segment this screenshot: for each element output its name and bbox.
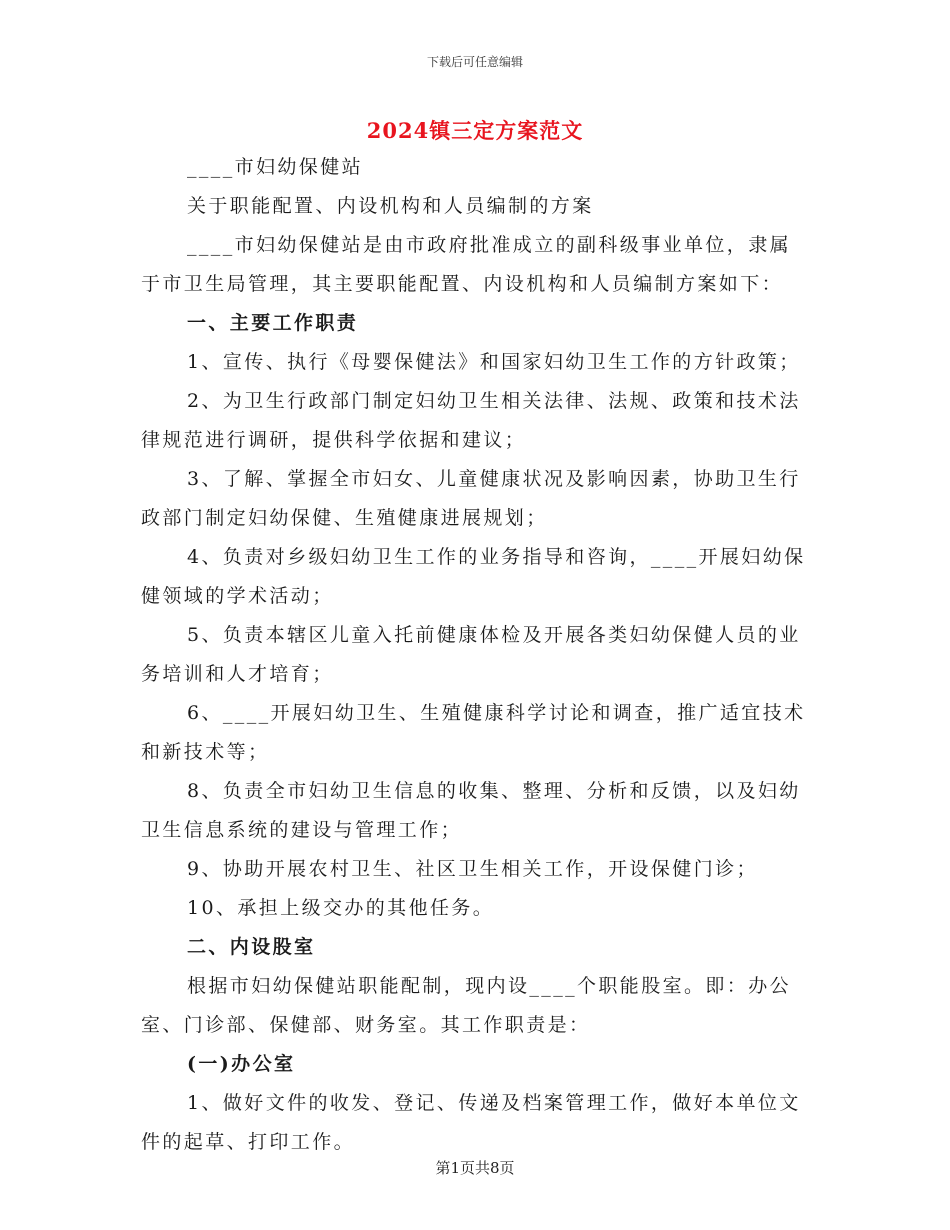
paragraph-8: 5、负责本辖区儿童入托前健康体检及开展各类妇幼保健人员的业务培训和人才培育； bbox=[141, 624, 801, 685]
section-heading-1: 一、主要工作职责 bbox=[187, 312, 359, 334]
paragraph-14: 根据市妇幼保健站职能配制，现内设____个职能股室。即：办公室、门诊部、保健部、财务室。其工作职责是： bbox=[141, 975, 792, 1036]
header-note: 下载后可任意编辑 bbox=[426, 55, 523, 69]
section-heading-2: 二、内设股室 bbox=[187, 936, 316, 958]
paragraph-1: 关于职能配置、内设机构和人员编制的方案 bbox=[187, 195, 594, 217]
document-body bbox=[141, 148, 807, 1162]
paragraph-9: 6、____开展妇幼卫生、生殖健康科学讨论和调查，推广适宜技术和新技术等； bbox=[141, 702, 806, 763]
paragraph-6: 3、了解、掌握全市妇女、儿童健康状况及影响因素，协助卫生行政部门制定妇幼保健、生殖健康进展规划； bbox=[141, 468, 801, 529]
paragraph-12: 10、承担上级交办的其他任务。 bbox=[187, 897, 495, 919]
paragraph-0: ____市妇幼保健站 bbox=[187, 156, 364, 178]
paragraph-7: 4、负责对乡级妇幼卫生工作的业务指导和咨询，____开展妇幼保健领域的学术活动； bbox=[141, 546, 806, 607]
paragraph-5: 2、为卫生行政部门制定妇幼卫生相关法律、法规、政策和技术法律规范进行调研，提供科学依据和建议； bbox=[141, 390, 801, 451]
document-title: 2024镇三定方案范文 bbox=[366, 118, 584, 143]
paragraph-10: 8、负责全市妇幼卫生信息的收集、整理、分析和反馈，以及妇幼卫生信息系统的建设与管理工作； bbox=[141, 780, 801, 841]
page-footer: 第1页共8页 bbox=[435, 1159, 515, 1177]
paragraph-16: 1、做好文件的收发、登记、传递及档案管理工作，做好本单位文件的起草、打印工作。 bbox=[141, 1092, 801, 1153]
paragraph-11: 9、协助开展农村卫生、社区卫生相关工作，开设保健门诊； bbox=[187, 858, 758, 880]
paragraph-2: ____市妇幼保健站是由市政府批准成立的副科级事业单位，隶属于市卫生局管理，其主要职能配置、内设机构和人员编制方案如下： bbox=[141, 234, 792, 295]
paragraph-4: 1、宣传、执行《母婴保健法》和国家妇幼卫生工作的方针政策； bbox=[187, 351, 801, 373]
subsection-heading-office: (一)办公室 bbox=[187, 1053, 296, 1075]
